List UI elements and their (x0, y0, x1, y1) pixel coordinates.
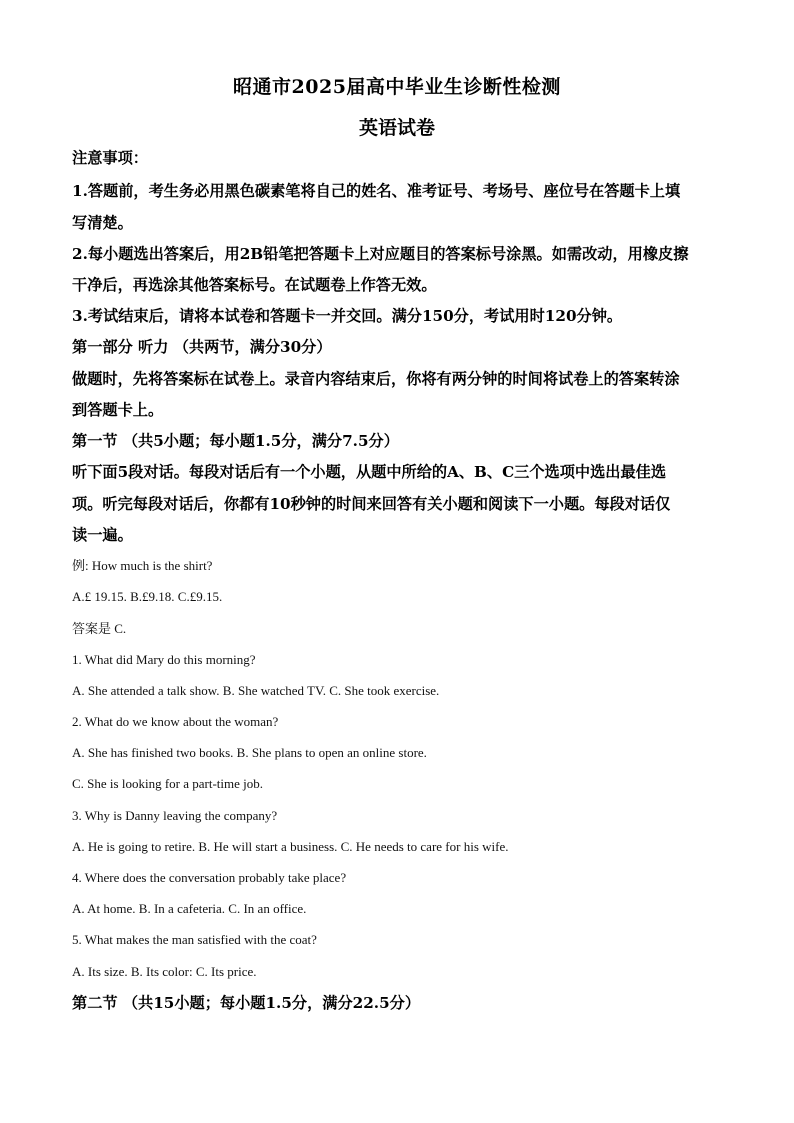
question-3: 3. Why is Danny leaving the company? (72, 808, 278, 823)
section1-instruction-line-1: 听下面5段对话。每段对话后有一个小题，从题中所给的A、B、C三个选项中选出最佳选 (72, 463, 667, 481)
part1-instruction-line-1: 做题时，先将答案标在试卷上。录音内容结束后，你将有两分钟的时间将试卷上的答案转涂 (72, 370, 680, 388)
example-question: 例: How much is the shirt? (72, 558, 213, 573)
part1-instruction-line-2: 到答题卡上。 (72, 401, 164, 419)
note-1-line-1: 1.答题前，考生务必用黑色碳素笔将自己的姓名、准考证号、考场号、座位号在答题卡上填 (72, 182, 681, 200)
question-4: 4. Where does the conversation probably take place? (72, 870, 347, 885)
section2-heading: 第二节 （共15小题；每小题1.5分，满分22.5分） (72, 994, 421, 1012)
example-options: A.£ 19.15. B.£9.18. C.£9.15. (72, 589, 223, 604)
question-5-options: A. Its size. B. Its color: C. Its price. (72, 964, 257, 979)
question-1: 1. What did Mary do this morning? (72, 652, 256, 667)
example-answer: 答案是 C. (72, 621, 127, 636)
exam-subtitle: 英语试卷 (358, 117, 435, 139)
notes-heading: 注意事项： (72, 149, 148, 167)
note-1-line-2: 写清楚。 (72, 214, 133, 232)
note-2-line-1: 2.每小题选出答案后，用2B铅笔把答题卡上对应题目的答案标号涂黑。如需改动，用橡皮擦 (72, 245, 689, 263)
note-2-line-2: 干净后，再选涂其他答案标号。在试题卷上作答无效。 (72, 276, 437, 294)
part1-heading: 第一部分 听力 （共两节，满分30分） (72, 338, 332, 356)
question-1-options: A. She attended a talk show. B. She watched TV. C. She took exercise. (72, 683, 440, 698)
question-2-options-line-2: C. She is looking for a part-time job. (72, 776, 264, 791)
section1-heading: 第一节 （共5小题；每小题1.5分，满分7.5分） (72, 432, 399, 450)
note-3: 3.考试结束后，请将本试卷和答题卡一并交回。满分150分，考试用时120分钟。 (72, 307, 623, 325)
question-2-options-line-1: A. She has finished two books. B. She plans to open an online store. (72, 745, 427, 760)
question-4-options: A. At home. B. In a cafeteria. C. In an office. (72, 901, 307, 916)
exam-title: 昭通市2025届高中毕业生诊断性检测 (233, 76, 561, 98)
question-2: 2. What do we know about the woman? (72, 714, 279, 729)
section1-instruction-line-2: 项。听完每段对话后，你都有10秒钟的时间来回答有关小题和阅读下一小题。每段对话仅 (72, 495, 671, 513)
section1-instruction-line-3: 读一遍。 (72, 526, 133, 544)
question-3-options: A. He is going to retire. B. He will start a business. C. He needs to care for his wife. (72, 839, 509, 854)
question-5: 5. What makes the man satisfied with the coat? (72, 932, 317, 947)
